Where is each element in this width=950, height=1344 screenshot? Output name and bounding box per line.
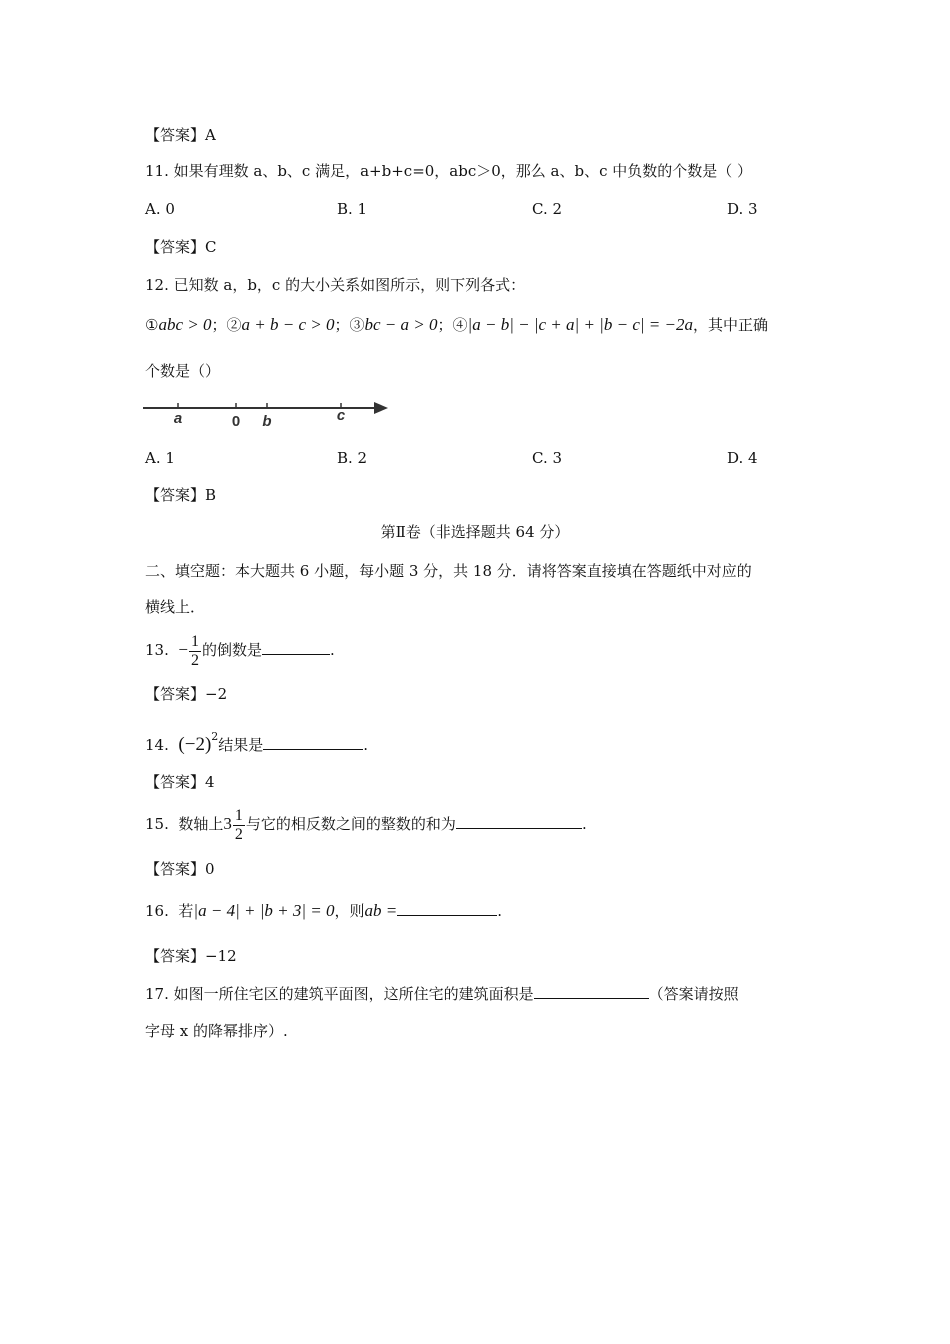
fraction-one-half: $\frac{1}{2}$ <box>191 632 199 669</box>
answer-13: 【答案】−2 <box>145 685 228 703</box>
question-14: 14. $(-2)^2$结果是 . <box>145 730 369 755</box>
label-b: b <box>262 413 272 430</box>
q11-option-a: A. 0 <box>145 200 175 218</box>
question-13: 13. − $\frac{1}{2}$ 的倒数是 . <box>145 632 335 669</box>
q11-option-b: B. 1 <box>337 200 368 218</box>
label-0: 0 <box>231 413 241 430</box>
section-title: 第Ⅱ卷（非选择题共 64 分） <box>380 523 570 541</box>
question-15: 15. 数轴上3 $\frac{1}{2}$ 与它的相反数之间的整数的和为 . <box>145 806 587 843</box>
answer-16: 【答案】−12 <box>145 947 237 965</box>
label-a: a <box>173 410 183 427</box>
q11-option-d: D. 3 <box>727 200 758 218</box>
question-17-line1: 17. 如图一所住宅区的建筑平面图，这所住宅的建筑面积是 （答案请按照 <box>145 985 739 1003</box>
q11-option-c: C. 2 <box>532 200 563 218</box>
section-intro-1: 二、填空题：本大题共 6 小题，每小题 3 分，共 18 分．请将答案直接填在答题纸中对应的 <box>145 562 752 580</box>
number-line-diagram <box>140 396 390 432</box>
q12-option-c: C. 3 <box>532 449 563 467</box>
answer-blank <box>456 814 582 829</box>
answer-11: 【答案】C <box>145 238 217 256</box>
answer-blank <box>263 735 363 750</box>
question-17-line2: 字母 x 的降幂排序）. <box>145 1022 288 1040</box>
question-16: 16. 若|a − 4| + |b + 3| = 0，则ab = . <box>145 901 503 920</box>
q12-option-d: D. 4 <box>727 449 758 467</box>
q12-option-b: B. 2 <box>337 449 368 467</box>
answer-14: 【答案】4 <box>145 773 215 791</box>
fraction-one-half: $\frac{1}{2}$ <box>234 806 243 843</box>
answer-blank <box>262 640 330 655</box>
answer-10: 【答案】A <box>145 126 216 144</box>
answer-15: 【答案】0 <box>145 860 215 878</box>
answer-12: 【答案】B <box>145 486 217 504</box>
question-11: 11. 如果有理数 a、b、c 满足，a+b+c=0，abc＞0，那么 a、b、c 中负数的个数是（ ） <box>145 162 753 180</box>
q12-option-a: A. 1 <box>145 449 175 467</box>
q12-line3: 个数是（） <box>145 362 221 380</box>
q12-expressions: ①abc > 0；②a + b − c > 0；③bc − a > 0；④|a − b| − |c + a| + |b − c| = −2a，其中正确 <box>145 315 768 334</box>
arrow-head-icon <box>374 402 388 414</box>
question-12: 12. 已知数 a，b，c 的大小关系如图所示，则下列各式： <box>145 276 526 294</box>
section-intro-2: 横线上． <box>145 598 206 616</box>
label-c: c <box>336 407 346 424</box>
answer-blank <box>397 901 497 916</box>
answer-blank <box>534 984 649 999</box>
